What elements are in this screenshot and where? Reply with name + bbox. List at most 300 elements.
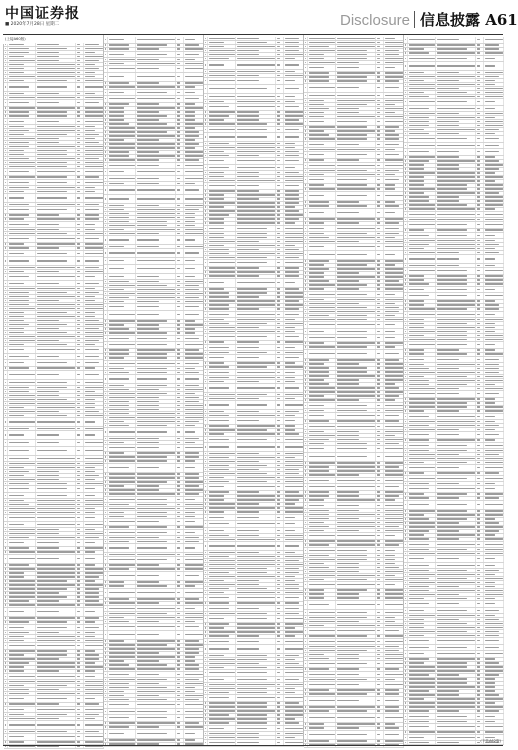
table-cell — [408, 136, 436, 142]
table-cell — [276, 304, 284, 307]
table-cell — [108, 176, 136, 182]
table-cell — [408, 510, 436, 513]
table-cell — [408, 608, 436, 614]
table-cell — [308, 236, 336, 239]
table-cell — [476, 168, 484, 171]
table-cell — [376, 544, 384, 547]
table-cell — [176, 73, 184, 81]
table-cell — [236, 495, 276, 498]
table-cell — [108, 690, 136, 693]
table-cell — [436, 379, 476, 382]
table-cell — [8, 406, 36, 409]
table-cell — [308, 582, 336, 588]
table-cell — [384, 706, 404, 709]
continued-on-label: (下转A62版) — [480, 739, 501, 743]
table-cell — [108, 624, 136, 630]
table-cell — [436, 37, 476, 43]
table-cell — [276, 662, 284, 665]
table-cell — [336, 533, 376, 539]
table-cell — [484, 357, 504, 363]
table-cell — [36, 600, 76, 603]
table-cell — [436, 300, 476, 303]
table-cell — [484, 585, 504, 588]
table-cell — [208, 111, 236, 114]
table-cell — [176, 572, 184, 580]
table-cell — [76, 141, 84, 144]
table-cell — [184, 497, 204, 503]
table-cell — [436, 312, 476, 318]
table-cell — [36, 707, 76, 713]
table-cell — [84, 83, 104, 91]
table-cell — [84, 596, 104, 599]
table-cell — [236, 179, 276, 182]
table-cell — [176, 48, 184, 51]
table-cell — [176, 536, 184, 539]
table-cell — [284, 468, 304, 471]
table-cell — [284, 252, 304, 255]
table-cell — [236, 248, 276, 251]
table-cell — [308, 383, 336, 386]
table-cell — [476, 349, 484, 352]
table-cell — [236, 437, 276, 443]
table-cell — [236, 528, 276, 534]
table-cell — [236, 300, 276, 303]
table-cell — [384, 484, 404, 490]
table-row — [104, 186, 204, 195]
table-cell — [136, 564, 176, 567]
table-cell — [436, 510, 476, 513]
table-cell — [8, 380, 36, 386]
table-cell — [236, 85, 276, 93]
table-cell — [208, 244, 236, 247]
table-cell — [408, 563, 436, 569]
table-cell — [84, 617, 104, 620]
table-cell — [136, 96, 176, 102]
table-cell — [136, 90, 176, 96]
table-cell — [36, 639, 76, 642]
table-cell — [376, 236, 384, 239]
table-cell — [184, 236, 204, 244]
table-cell — [408, 188, 436, 191]
table-cell — [184, 557, 204, 563]
table-cell — [236, 341, 276, 344]
table-cell — [184, 672, 204, 678]
table-cell — [208, 499, 236, 502]
table-cell — [108, 284, 136, 287]
table-cell — [8, 466, 36, 469]
table-cell — [8, 125, 36, 128]
table-cell — [384, 601, 404, 609]
table-cell — [36, 680, 76, 683]
table-cell — [8, 551, 36, 554]
table-cell — [236, 563, 276, 566]
table-cell — [284, 334, 304, 340]
table-cell — [76, 347, 84, 353]
table-cell — [484, 367, 504, 370]
table-cell — [76, 692, 84, 695]
table-cell — [484, 651, 504, 657]
table-cell — [336, 350, 376, 358]
table-row — [204, 133, 304, 142]
table-cell — [384, 152, 404, 158]
table-cell — [84, 707, 104, 713]
table-cell — [336, 371, 376, 374]
table-cell — [76, 203, 84, 206]
table-cell — [384, 544, 404, 547]
table-cell — [336, 115, 376, 118]
table-cell — [308, 115, 336, 118]
table-cell — [108, 503, 136, 506]
table-cell — [136, 428, 176, 436]
table-cell — [84, 157, 104, 160]
table-cell — [476, 706, 484, 709]
table-cell — [36, 145, 76, 148]
table-cell — [184, 682, 204, 685]
table-cell — [376, 383, 384, 386]
table-cell — [176, 664, 184, 667]
table-cell — [484, 634, 504, 637]
table-cell — [276, 499, 284, 502]
table-row — [104, 265, 204, 274]
table-cell — [284, 104, 304, 110]
table-cell — [436, 156, 476, 159]
table-cell — [276, 718, 284, 721]
table-cell — [376, 218, 384, 221]
table-cell — [308, 363, 336, 366]
table-cell — [236, 351, 276, 354]
table-cell — [8, 734, 36, 740]
table-cell — [276, 528, 284, 534]
table-cell — [476, 420, 484, 423]
table-cell — [108, 90, 136, 96]
table-cell — [176, 416, 184, 419]
table-cell — [276, 464, 284, 467]
table-cell — [276, 631, 284, 634]
table-cell — [36, 153, 76, 156]
table-cell — [284, 53, 304, 56]
table-cell — [408, 264, 436, 267]
table-cell — [484, 275, 504, 278]
table-cell — [436, 457, 476, 460]
table-cell — [376, 495, 384, 498]
table-cell — [436, 71, 476, 74]
table-cell — [436, 522, 476, 525]
table-cell — [484, 414, 504, 420]
table-cell — [408, 312, 436, 318]
table-cell — [308, 84, 336, 92]
table-cell — [136, 715, 176, 721]
table-cell — [8, 680, 36, 683]
table-cell — [476, 476, 484, 482]
table-cell — [76, 119, 84, 125]
table-cell — [376, 177, 384, 183]
table-cell — [276, 355, 284, 361]
table-cell — [36, 343, 76, 346]
table-cell — [36, 319, 76, 322]
table-cell — [384, 367, 404, 370]
table-cell — [36, 418, 76, 426]
table-cell — [408, 180, 436, 183]
table-cell — [484, 493, 504, 496]
table-cell — [308, 616, 336, 619]
table-cell — [376, 240, 384, 243]
table-row — [104, 428, 204, 437]
table-cell — [184, 702, 204, 708]
table-cell — [408, 176, 436, 179]
table-cell — [276, 687, 284, 690]
table-cell — [384, 218, 404, 221]
table-cell — [208, 635, 236, 638]
table-cell — [108, 464, 136, 472]
table-column — [203, 35, 304, 745]
table-cell — [284, 376, 304, 379]
table-cell — [384, 280, 404, 283]
table-cell — [284, 602, 304, 605]
table-cell — [208, 142, 236, 145]
table-cell — [376, 115, 384, 118]
table-cell — [84, 564, 104, 567]
table-cell — [84, 299, 104, 302]
table-cell — [8, 604, 36, 607]
table-cell — [336, 420, 376, 423]
table-cell — [36, 92, 76, 95]
table-row — [104, 730, 204, 739]
table-cell — [436, 180, 476, 183]
table-cell — [376, 434, 384, 437]
table-cell — [136, 280, 176, 283]
table-cell — [176, 119, 184, 122]
table-cell — [208, 429, 236, 432]
table-cell — [284, 330, 304, 333]
table-cell — [308, 529, 336, 532]
table-cell — [236, 702, 276, 705]
table-cell — [384, 727, 404, 730]
table-cell — [208, 370, 236, 376]
table-cell — [236, 267, 276, 270]
table-cell — [376, 399, 384, 402]
table-cell — [184, 694, 204, 697]
table-cell — [36, 380, 76, 386]
table-cell — [108, 739, 136, 742]
table-cell — [184, 119, 204, 122]
table-cell — [284, 714, 304, 717]
table-cell — [8, 540, 36, 546]
table-cell — [208, 100, 236, 103]
table-cell — [436, 268, 476, 274]
table-cell — [408, 99, 436, 105]
table-cell — [476, 312, 484, 318]
table-cell — [208, 695, 236, 701]
table-cell — [476, 357, 484, 363]
table-row — [304, 731, 404, 740]
table-cell — [8, 478, 36, 481]
table-cell — [108, 441, 136, 444]
table-cell — [108, 245, 136, 248]
table-cell — [8, 462, 36, 465]
table-cell — [176, 564, 184, 567]
table-cell — [208, 74, 236, 77]
table-cell — [284, 393, 304, 396]
table-cell — [284, 718, 304, 721]
table-cell — [476, 638, 484, 644]
table-cell — [176, 212, 184, 215]
table-cell — [84, 59, 104, 62]
table-cell — [176, 284, 184, 287]
table-cell — [276, 61, 284, 69]
table-cell — [84, 447, 104, 455]
table-cell — [84, 153, 104, 156]
table-cell — [36, 503, 76, 506]
table-cell — [376, 731, 384, 739]
table-cell — [136, 581, 176, 584]
table-cell — [76, 596, 84, 599]
table-cell — [8, 228, 36, 231]
table-cell — [436, 569, 476, 572]
table-cell — [476, 212, 484, 218]
table-cell — [384, 342, 404, 345]
table-cell — [36, 207, 76, 213]
table-cell — [476, 634, 484, 637]
table-cell — [84, 608, 104, 616]
table-cell — [476, 62, 484, 70]
table-cell — [184, 445, 204, 451]
table-cell — [136, 367, 176, 370]
table-cell — [236, 571, 276, 574]
table-cell — [308, 298, 336, 301]
table-cell — [436, 526, 476, 529]
table-cell — [36, 79, 76, 82]
table-cell — [184, 292, 204, 295]
table-cell — [336, 649, 376, 652]
table-cell — [308, 484, 336, 490]
table-cell — [236, 683, 276, 686]
table-cell — [208, 119, 236, 122]
table-cell — [484, 453, 504, 456]
table-cell — [436, 682, 476, 685]
table-cell — [284, 146, 304, 149]
table-cell — [284, 495, 304, 498]
table-cell — [484, 91, 504, 94]
table-cell — [484, 630, 504, 633]
table-cell — [76, 165, 84, 168]
table-cell — [436, 75, 476, 78]
table-cell — [108, 384, 136, 387]
table-cell — [436, 658, 476, 661]
table-cell — [136, 292, 176, 295]
table-cell — [476, 37, 484, 43]
table-cell — [476, 87, 484, 90]
table-cell — [436, 164, 476, 167]
table-cell — [208, 279, 236, 287]
table-cell — [76, 696, 84, 702]
table-cell — [436, 443, 476, 449]
table-cell — [236, 194, 276, 197]
table-cell — [184, 690, 204, 693]
table-cell — [136, 678, 176, 681]
table-cell — [376, 589, 384, 592]
table-cell — [336, 298, 376, 301]
table-cell — [136, 489, 176, 492]
table-cell — [36, 515, 76, 521]
table-cell — [484, 184, 504, 187]
table-cell — [76, 169, 84, 175]
table-cell — [436, 638, 476, 644]
table-cell — [136, 208, 176, 211]
table-cell — [36, 493, 76, 499]
table-cell — [308, 45, 336, 48]
table-cell — [184, 540, 204, 543]
table-cell — [184, 515, 204, 518]
table-cell — [384, 446, 404, 452]
table-cell — [108, 300, 136, 303]
table-cell — [108, 585, 136, 588]
table-cell — [36, 315, 76, 318]
table-cell — [476, 218, 484, 221]
table-cell — [284, 154, 304, 157]
table-cell — [308, 244, 336, 250]
table-cell — [476, 56, 484, 62]
table-cell — [476, 196, 484, 199]
table-cell — [336, 159, 376, 162]
table-cell — [136, 416, 176, 419]
table-cell — [208, 563, 236, 566]
table-cell — [436, 593, 476, 596]
table-row — [4, 418, 104, 427]
table-cell — [184, 232, 204, 235]
table-cell — [108, 169, 136, 175]
table-cell — [476, 556, 484, 562]
table-cell — [336, 342, 376, 345]
table-cell — [408, 95, 436, 98]
table-cell — [384, 99, 404, 102]
table-cell — [176, 473, 184, 476]
table-cell — [184, 564, 204, 567]
table-cell — [284, 491, 304, 494]
table-cell — [208, 567, 236, 570]
table-cell — [84, 367, 104, 370]
table-cell — [476, 577, 484, 580]
table-cell — [384, 403, 404, 409]
table-cell — [408, 658, 436, 661]
table-cell — [336, 188, 376, 191]
table-cell — [284, 351, 304, 354]
table-cell — [84, 145, 104, 148]
table-cell — [184, 602, 204, 605]
table-cell — [184, 66, 204, 72]
table-cell — [276, 559, 284, 562]
table-cell — [76, 287, 84, 290]
table-cell — [308, 513, 336, 516]
table-cell — [176, 90, 184, 96]
table-cell — [236, 670, 276, 676]
table-cell — [284, 380, 304, 383]
table-cell — [84, 474, 104, 477]
disclosure-heading: Disclosure — [340, 12, 411, 29]
table-cell — [176, 66, 184, 72]
table-cell — [236, 70, 276, 73]
table-cell — [476, 239, 484, 242]
table-cell — [176, 195, 184, 203]
section-title: 信息披露 A61 — [420, 11, 518, 29]
table-cell — [484, 229, 504, 232]
table-cell — [184, 245, 204, 248]
table-cell — [384, 306, 404, 309]
table-cell — [376, 363, 384, 366]
table-cell — [176, 612, 184, 615]
table-cell — [408, 342, 436, 348]
table-cell — [84, 486, 104, 492]
table-cell — [36, 354, 76, 360]
